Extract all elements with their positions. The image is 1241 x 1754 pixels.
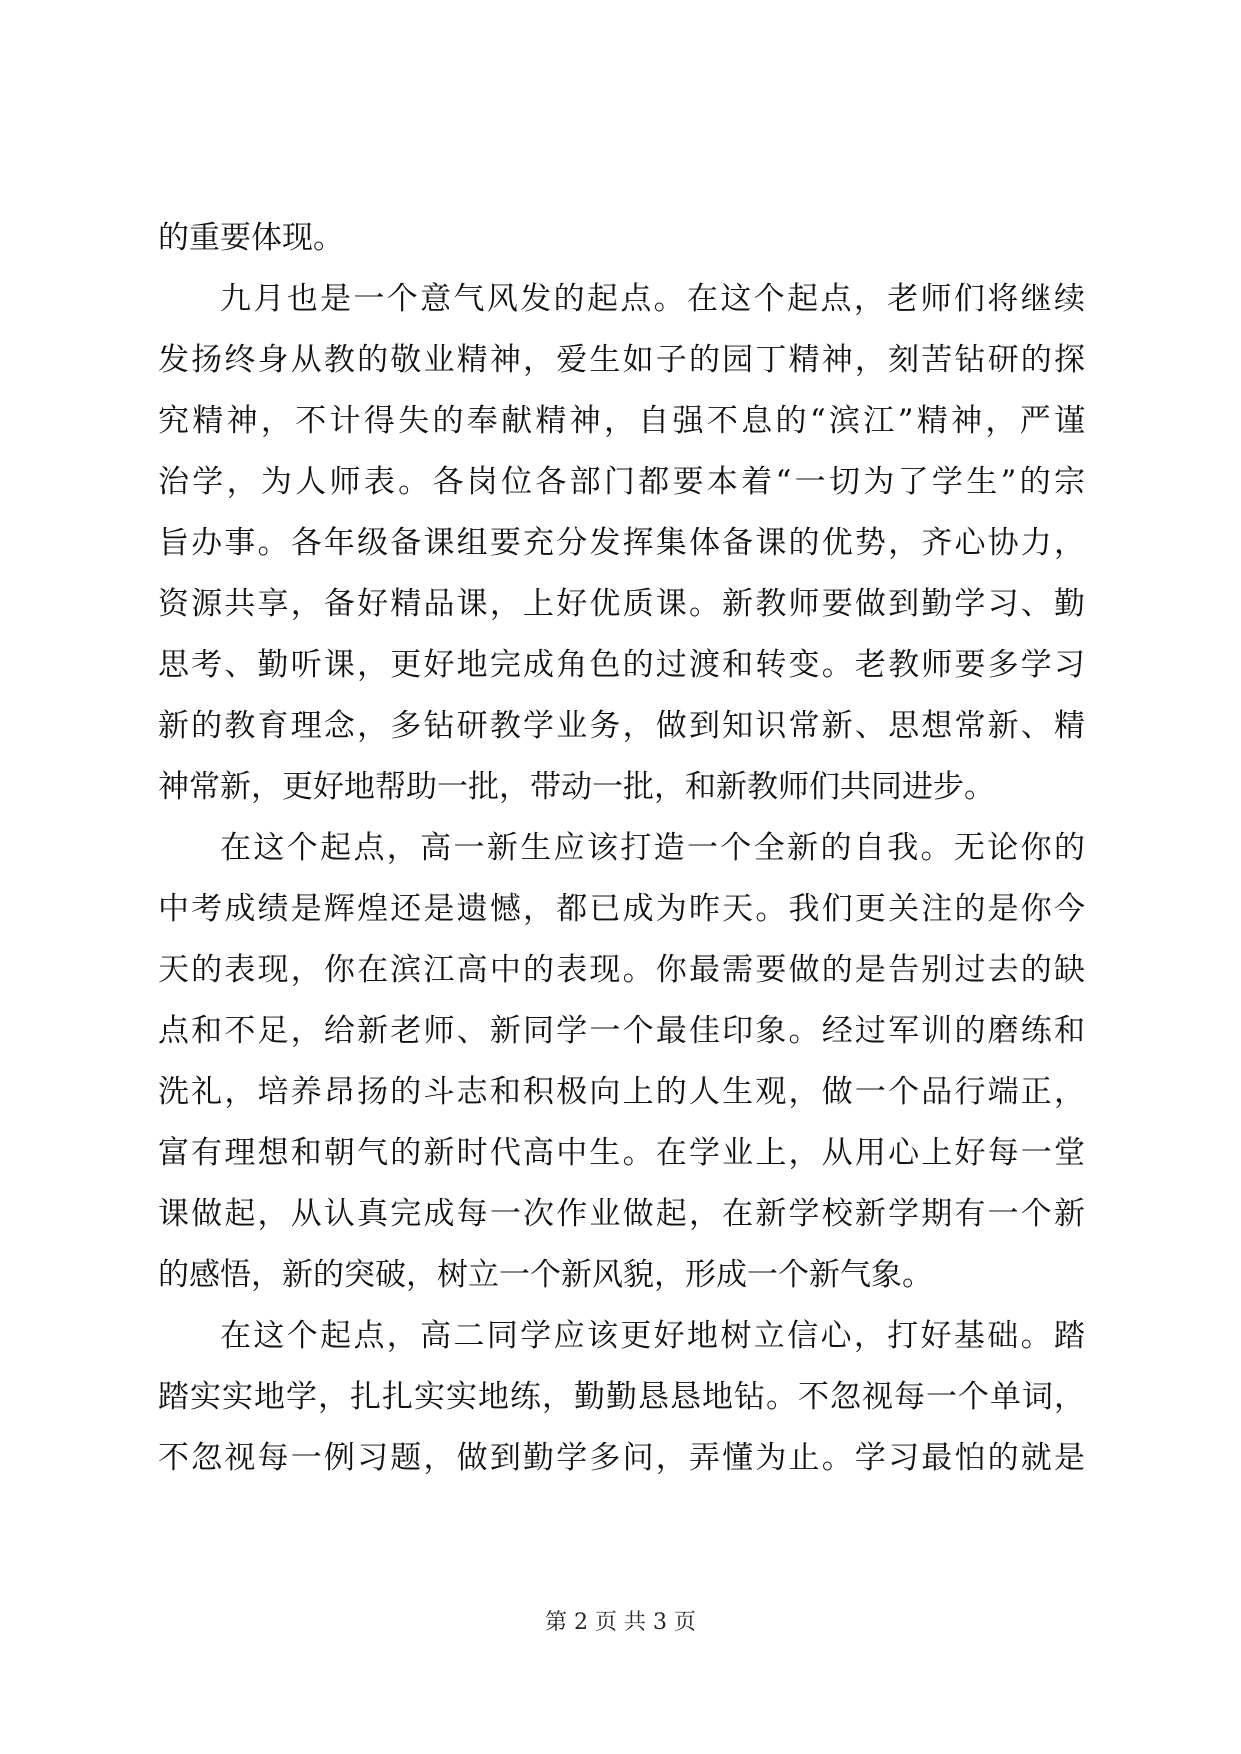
page-number-footer: 第 2 页 共 3 页 — [545, 1610, 696, 1635]
text-line: 天的表现，你在滨江高中的表现。你最需要做的是告别过去的缺 — [158, 952, 1085, 988]
text-line: 旨办事。各年级备课组要充分发挥集体备课的优势，齐心协力， — [158, 525, 1085, 561]
text-line: 发扬终身从教的敬业精神，爱生如子的园丁精神，刻苦钻研的探 — [158, 342, 1085, 378]
text-line: 思考、勤听课，更好地完成角色的过渡和转变。老教师要多学习 — [158, 647, 1085, 683]
text-line: 不忽视每一例习题，做到勤学多问，弄懂为止。学习最怕的就是 — [158, 1440, 1085, 1476]
paragraph — [158, 818, 1085, 1306]
text-line: 在这个起点，高二同学应该更好地树立信心，打好基础。踏 — [220, 1318, 1085, 1354]
text-line: 的感悟，新的突破，树立一个新风貌，形成一个新气象。 — [158, 1257, 933, 1293]
text-line: 在这个起点，高一新生应该打造一个全新的自我。无论你的 — [220, 830, 1085, 866]
text-line: 洗礼，培养昂扬的斗志和积极向上的人生观，做一个品行端正， — [158, 1074, 1085, 1110]
text-line: 究精神，不计得失的奉献精神，自强不息的“滨江”精神，严谨 — [158, 403, 1085, 439]
text-line: 中考成绩是辉煌还是遗憾，都已成为昨天。我们更关注的是你今 — [158, 891, 1085, 927]
text-line: 九月也是一个意气风发的起点。在这个起点，老师们将继续 — [220, 281, 1085, 317]
document-body — [158, 208, 1085, 1489]
text-line: 新的教育理念，多钻研教学业务，做到知识常新、思想常新、精 — [158, 708, 1085, 744]
text-line: 踏实实地学，扎扎实实地练，勤勤恳恳地钻。不忽视每一个单词， — [158, 1379, 1085, 1415]
text-line: 的重要体现。 — [158, 220, 344, 256]
paragraph — [158, 208, 1085, 269]
paragraph — [158, 1306, 1085, 1489]
text-line: 资源共享，备好精品课，上好优质课。新教师要做到勤学习、勤 — [158, 586, 1085, 622]
text-line: 富有理想和朝气的新时代高中生。在学业上，从用心上好每一堂 — [158, 1135, 1085, 1171]
text-line: 点和不足，给新老师、新同学一个最佳印象。经过军训的磨练和 — [158, 1013, 1085, 1049]
paragraph — [158, 269, 1085, 818]
text-line: 课做起，从认真完成每一次作业做起，在新学校新学期有一个新 — [158, 1196, 1085, 1232]
text-line: 治学，为人师表。各岗位各部门都要本着“一切为了学生”的宗 — [158, 464, 1085, 500]
text-line: 神常新，更好地帮助一批，带动一批，和新教师们共同进步。 — [158, 769, 995, 805]
